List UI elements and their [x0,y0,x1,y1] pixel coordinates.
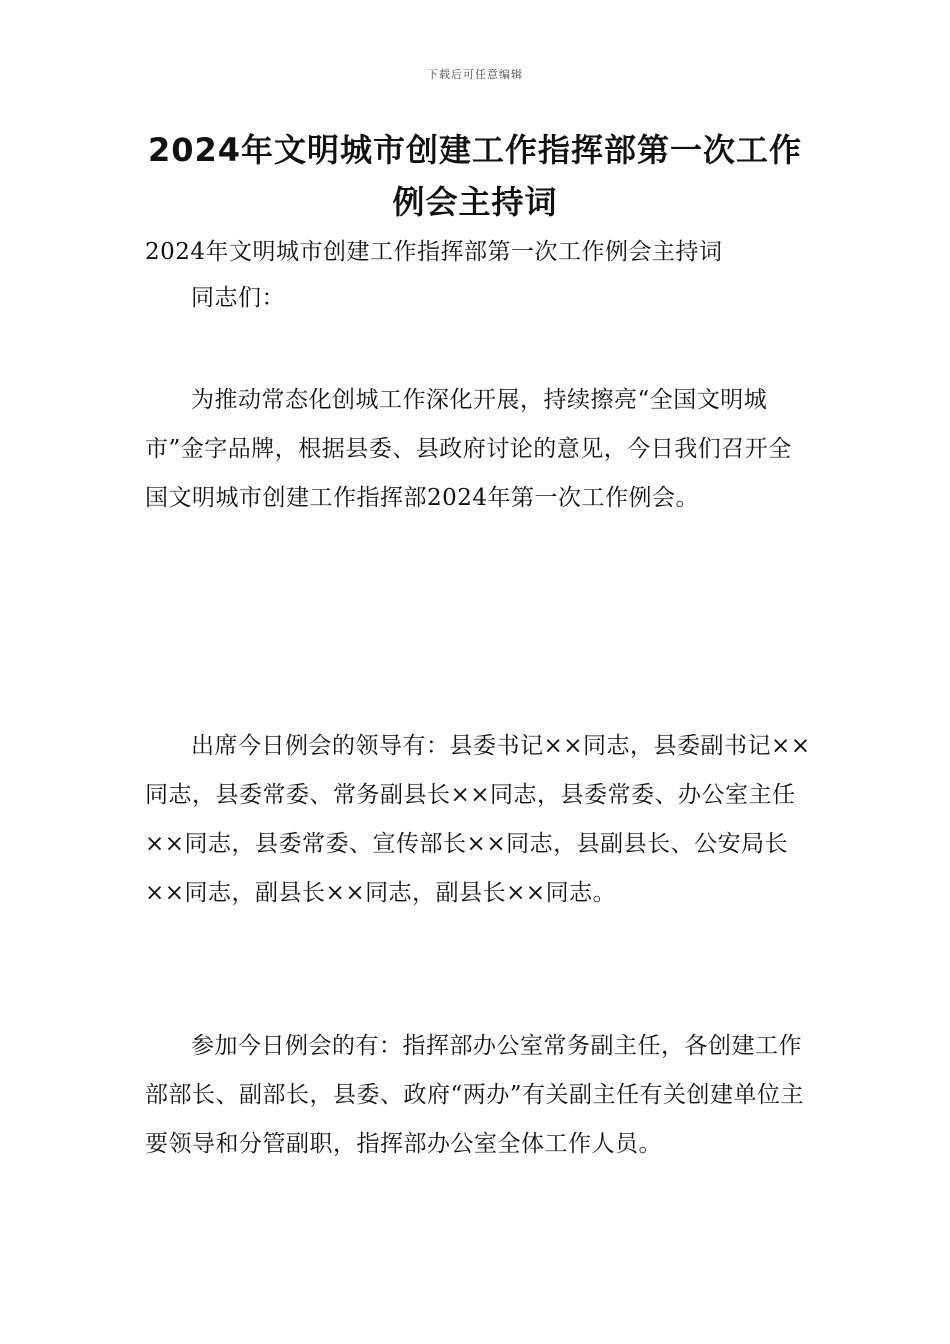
paragraph-leaders: 出席今日例会的领导有：县委书记××同志，县委副书记××同志，县委常委、常务副县长××同志，县委常委、办公室主任××同志，县委常委、宣传部长××同志，县副县长、公安局长××同志，副县长××同志，副县长××同志。 [145,733,811,906]
subtitle-line: 2024年文明城市创建工作指挥部第一次工作例会主持词 [145,239,723,265]
document-title: 2024年文明城市创建工作指挥部第一次工作例会主持词 [147,131,803,221]
paragraph-attendees: 参加今日例会的有：指挥部办公室常务副主任，各创建工作部部长、副部长，县委、政府“两办”有关副主任有关创建单位主要领导和分管副职，指挥部办公室全体工作人员。 [145,1033,805,1157]
header-note: 下载后可任意编辑 [427,68,523,81]
greeting: 同志们： [191,285,285,311]
paragraph-purpose: 为推动常态化创城工作深化开展，持续擦亮“全国文明城市”金字品牌，根据县委、县政府讨论的意见，今日我们召开全国文明城市创建工作指挥部2024年第一次工作例会。 [145,387,792,511]
